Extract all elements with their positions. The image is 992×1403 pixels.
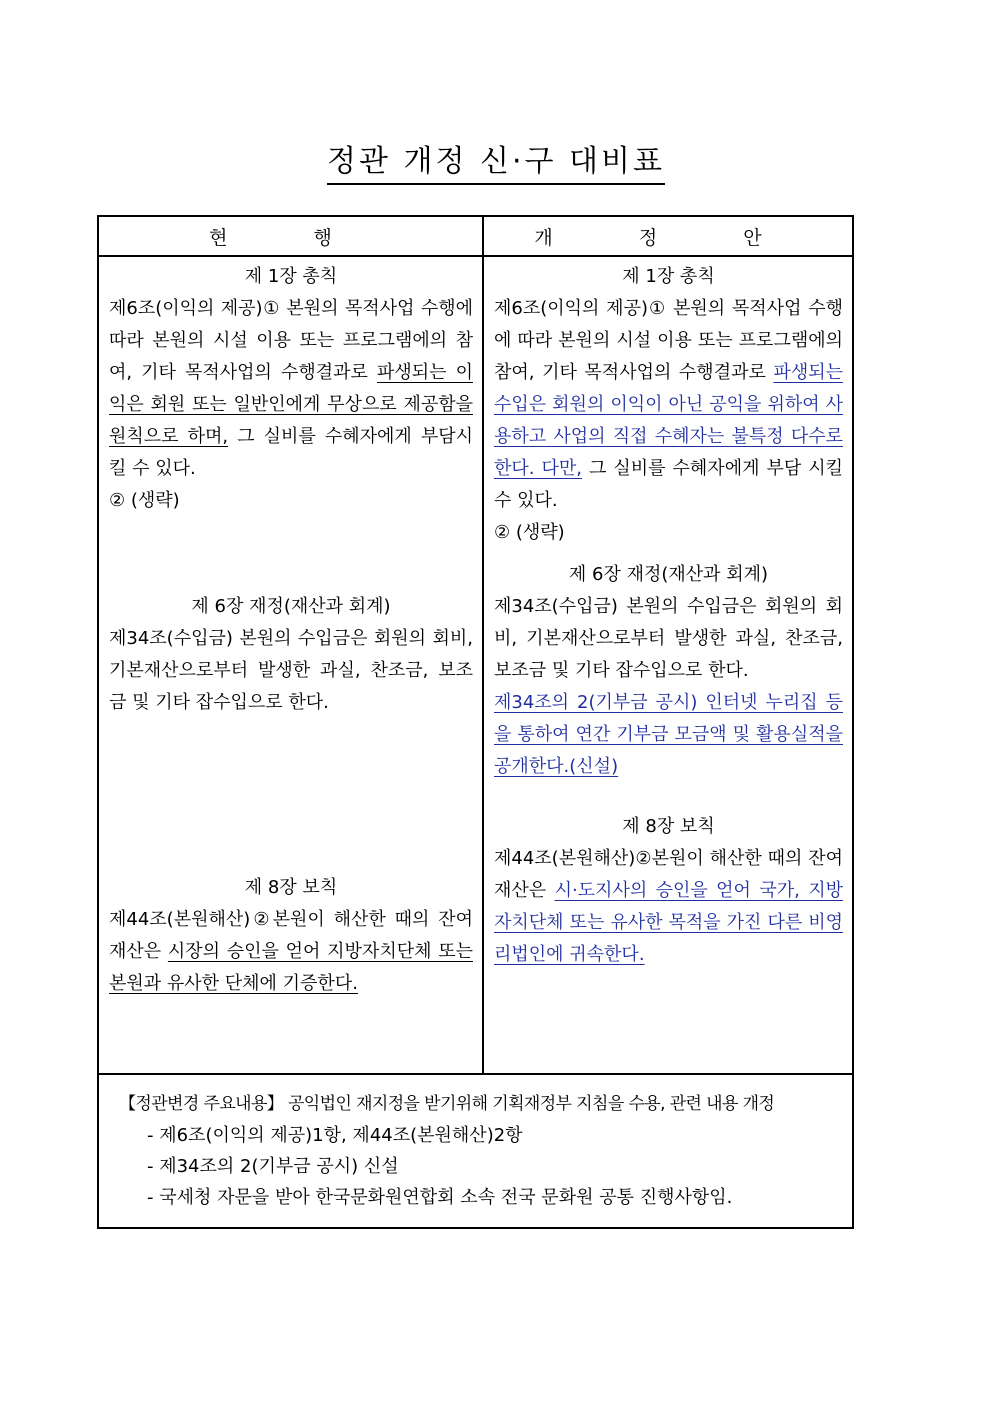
summary-item: - 제34조의 2(기부금 공시) 신설 <box>147 1156 399 1177</box>
article-6-clause-2: ② (생략) <box>494 522 565 543</box>
article-44-proposed: 제44조(본원해산)②본원이 해산한 때의 잔여재산은 시·도지사의 승인을 얻어 국가, 지방자치단체 또는 유사한 목적을 가진 다른 비영리법인에 귀속한다. <box>494 848 843 965</box>
article-label: 제6조(이익의 제공) <box>494 298 648 319</box>
article-34-2-new <box>494 687 843 783</box>
chapter-6-heading: 제 6장 재정(재산과 회계) <box>191 596 391 617</box>
article-label: 제34조(수입금) <box>494 596 618 617</box>
summary-heading: 【정관변경 주요내용】 공익법인 재지정을 받기위해 기획재정부 지침을 수용, 관련 내용 개정 <box>119 1094 775 1114</box>
summary-item: - 국세청 자문을 받아 한국문화원연합회 소속 전국 문화원 공통 진행사항임. <box>147 1187 733 1208</box>
article-34-proposed: 제34조(수입금) 본원의 수입금은 회원의 회비, 기본재산으로부터 발생한 과실, 찬조금, 보조금 및 기타 잡수입으로 한다. <box>494 596 843 681</box>
changed-text: 시장의 승인을 얻어 지방자치단체 또는 본원과 유사한 단체에 기증한다. <box>109 941 473 994</box>
chapter-1-heading: 제 1장 총칙 <box>244 266 338 287</box>
chapter-8-heading: 제 8장 보칙 <box>622 816 715 837</box>
article-6-clause-2: ② (생략) <box>109 490 180 511</box>
document-title: 정관 개정 신·구 대비표 <box>0 136 992 180</box>
article-44-current: 제44조(본원해산)②본원이 해산한 때의 잔여재산은 시장의 승인을 얻어 지방자치단체 또는 본원과 유사한 단체에 기증한다. <box>109 909 473 994</box>
comparison-table <box>97 215 854 1229</box>
article-label: 제34조의 2(기부금 공시) <box>494 692 698 713</box>
article-6-current: 제6조(이익의 제공)① 본원의 목적사업 수행에 따라 본원의 시설 이용 또는 프로그램에의 참여, 기타 목적사업의 수행결과로 파생되는 이익은 회원 또는 일반인에게 무상으로 제공함을 원칙으로 하며, 그 실비를 수혜자에게 부담시킬 수 있다. <box>109 298 474 479</box>
article-label: 제44조(본원해산) <box>494 848 636 869</box>
changed-text: 파생되는 이익은 회원 또는 일반인에게 무상으로 제공함을 원칙으로 하며, <box>109 362 473 447</box>
current-column <box>98 256 483 1074</box>
summary-item: - 제6조(이익의 제공)1항, 제44조(본원해산)2항 <box>147 1125 523 1146</box>
chapter-6-heading: 제 6장 재정(재산과 회계) <box>568 564 769 585</box>
changed-text: 인터넷 누리집 등을 통하여 연간 기부금 모금액 및 활용실적을 공개한다.(신설) <box>494 692 843 777</box>
proposed-column <box>483 256 853 1074</box>
chapter-1-heading: 제 1장 총칙 <box>622 266 715 287</box>
changed-text: 파생되는 수입은 회원의 이익이 아닌 공익을 위하여 사용하고 사업의 직접 수혜자는 불특정 다수로 한다. 다만, <box>494 362 843 479</box>
article-label: 제6조(이익의 제공) <box>109 298 263 319</box>
chapter-8-heading: 제 8장 보칙 <box>244 877 338 898</box>
header-current: 현 행 <box>98 216 483 256</box>
article-34-current: 제34조(수입금) 본원의 수입금은 회원의 회비, 기본재산으로부터 발생한 과실, 찬조금, 보조금 및 기타 잡수입으로 한다. <box>109 628 473 713</box>
article-6-proposed: 제6조(이익의 제공)① 본원의 목적사업 수행에 따라 본원의 시설 이용 또는 프로그램에의 참여, 기타 목적사업의 수행결과로 파생되는 수입은 회원의 이익이 아닌 공익을 위하여 사용하고 사업의 직접 수혜자는 불특정 다수로 한다. 다만, 그 실비를 수혜자에게 부담 시킬 수 있다. <box>494 298 844 511</box>
article-label: 제34조(수입금) <box>109 628 233 649</box>
article-label: 제44조(본원해산) <box>109 909 251 930</box>
changed-text: 시·도지사의 승인을 얻어 국가, 지방자치단체 또는 유사한 목적을 가진 다른 비영리법인에 귀속한다. <box>494 880 843 965</box>
summary-box <box>98 1074 853 1228</box>
header-proposed: 개 정 안 <box>483 216 853 256</box>
